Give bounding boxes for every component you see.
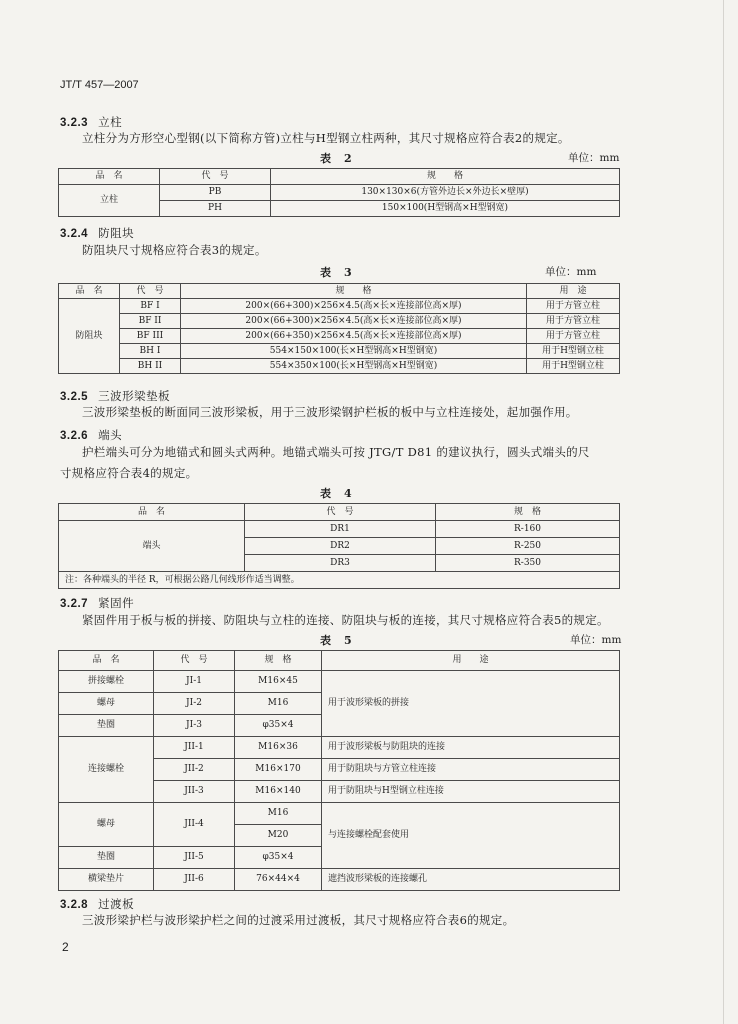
spec-cell: R-350 [436, 555, 620, 572]
use-cell: 用于波形梁板的拼接 [322, 671, 620, 737]
product-cell: 立柱 [59, 185, 160, 217]
code-cell: DR1 [245, 521, 436, 538]
table-row [59, 185, 620, 201]
table-row [59, 299, 620, 314]
spec-cell: φ35×4 [235, 715, 322, 737]
header-cell: 规 格 [271, 169, 620, 185]
code-cell: JII-6 [154, 869, 235, 891]
section-3-2-8-paragraph: 三波形梁护栏与波形梁护栏之间的过渡采用过渡板，其尺寸规格应符合表6的规定。 [82, 913, 515, 927]
header-cell: 代 号 [245, 504, 436, 521]
code-cell: BF II [120, 314, 181, 329]
table-row [59, 344, 620, 359]
code-cell: JII-3 [154, 781, 235, 803]
table-row [59, 359, 620, 374]
section-3-2-4-paragraph: 防阻块尺寸规格应符合表3的规定。 [82, 243, 267, 257]
use-cell: 遮挡波形梁板的连接螺孔 [322, 869, 620, 891]
section-number: 3.2.7 [60, 598, 89, 610]
spec-cell: M20 [235, 825, 322, 847]
name-cell: 垫圈 [59, 715, 154, 737]
section-number: 3.2.3 [60, 117, 89, 129]
spec-cell: M16 [235, 693, 322, 715]
spec-cell: 200×(66+350)×256×4.5(高×长×连接部位高×厚) [181, 329, 527, 344]
table-note: 注：各种端头的半径 R，可根据公路几何线形作适当调整。 [59, 572, 620, 589]
page-fold-line [723, 0, 724, 1024]
spec-cell: 130×130×6(方管外边长×外边长×壁厚) [271, 185, 620, 201]
code-cell: DR2 [245, 538, 436, 555]
section-3-2-5-paragraph: 三波形梁垫板的断面同三波形梁板，用于三波形梁钢护栏板的板中与立柱连接处，起加强作用。 [82, 405, 578, 419]
use-cell: 用于方管立柱 [527, 314, 620, 329]
table-2-caption: 表 2 [320, 152, 353, 165]
code-cell: DR3 [245, 555, 436, 572]
header-cell: 规 格 [235, 651, 322, 671]
section-3-2-6-paragraph-line-1: 护栏端头可分为地锚式和圆头式两种。地锚式端头可按 JTG/T D81 的建议执行，圆头式端头的尺 [82, 445, 590, 459]
table-row [59, 329, 620, 344]
table-5-unit: 单位：mm [570, 634, 622, 646]
spec-cell: R-160 [436, 521, 620, 538]
name-cell: 连接螺栓 [59, 737, 154, 803]
use-cell: 用于防阻块与H型钢立柱连接 [322, 781, 620, 803]
section-title: 过渡板 [98, 897, 135, 911]
code-cell: PB [160, 185, 271, 201]
use-cell: 与连接螺栓配套使用 [322, 803, 620, 869]
section-title: 紧固件 [98, 596, 135, 610]
table-row [59, 521, 620, 538]
name-cell: 拼接螺栓 [59, 671, 154, 693]
spec-cell: 76×44×4 [235, 869, 322, 891]
use-cell: 用于H型钢立柱 [527, 359, 620, 374]
section-title: 防阻块 [98, 226, 135, 240]
table-3-unit: 单位：mm [545, 266, 597, 278]
section-3-2-7-paragraph: 紧固件用于板与板的拼接、防阻块与立柱的连接、防阻块与板的连接，其尺寸规格应符合表5的规定。 [82, 613, 609, 627]
spec-cell: φ35×4 [235, 847, 322, 869]
code-cell: BH I [120, 344, 181, 359]
table-row [59, 737, 620, 759]
code-cell: JI-3 [154, 715, 235, 737]
spec-cell: 554×150×100(长×H型钢高×H型钢宽) [181, 344, 527, 359]
table-3-caption: 表 3 [320, 266, 353, 279]
section-number: 3.2.4 [60, 228, 89, 240]
section-3-2-6-heading [60, 427, 122, 443]
code-cell: BF III [120, 329, 181, 344]
use-cell: 用于波形梁板与防阻块的连接 [322, 737, 620, 759]
code-cell: JII-4 [154, 803, 235, 847]
code-cell: JII-5 [154, 847, 235, 869]
code-cell: PH [160, 201, 271, 217]
code-cell: JI-2 [154, 693, 235, 715]
product-cell: 端头 [59, 521, 245, 572]
use-cell: 用于方管立柱 [527, 329, 620, 344]
table-2 [58, 168, 620, 217]
code-cell: JII-2 [154, 759, 235, 781]
table-3 [58, 283, 620, 374]
spec-cell: 150×100(H型钢高×H型钢宽) [271, 201, 620, 217]
spec-cell: R-250 [436, 538, 620, 555]
name-cell: 横梁垫片 [59, 869, 154, 891]
use-cell: 用于方管立柱 [527, 299, 620, 314]
table-4 [58, 503, 620, 589]
header-cell: 品 名 [59, 284, 120, 299]
spec-cell: 200×(66+300)×256×4.5(高×长×连接部位高×厚) [181, 299, 527, 314]
section-title: 立柱 [98, 115, 123, 129]
product-cell: 防阻块 [59, 299, 120, 374]
table-2-unit: 单位：mm [568, 152, 620, 164]
code-cell: JII-1 [154, 737, 235, 759]
code-cell: BF I [120, 299, 181, 314]
name-cell: 螺母 [59, 693, 154, 715]
table-5-caption: 表 5 [320, 634, 353, 647]
table-5 [58, 650, 620, 891]
spec-cell: M16×36 [235, 737, 322, 759]
code-cell: BH II [120, 359, 181, 374]
section-title: 端头 [98, 428, 123, 442]
header-cell: 代 号 [120, 284, 181, 299]
header-cell: 用 途 [322, 651, 620, 671]
section-3-2-7-heading [60, 595, 134, 611]
section-3-2-4-heading [60, 225, 134, 241]
spec-cell: M16×45 [235, 671, 322, 693]
header-cell: 代 号 [160, 169, 271, 185]
name-cell: 螺母 [59, 803, 154, 847]
spec-cell: 554×350×100(长×H型钢高×H型钢宽) [181, 359, 527, 374]
table-4-caption: 表 4 [320, 487, 353, 500]
section-3-2-3-paragraph: 立柱分为方形空心型钢(以下简称方管)立柱与H型钢立柱两种，其尺寸规格应符合表2的规定。 [82, 131, 570, 145]
code-cell: JI-1 [154, 671, 235, 693]
table-row [59, 869, 620, 891]
header-cell: 品 名 [59, 651, 154, 671]
header-cell: 品 名 [59, 169, 160, 185]
spec-cell: M16 [235, 803, 322, 825]
section-number: 3.2.8 [60, 899, 89, 911]
table-row [59, 671, 620, 693]
use-cell: 用于防阻块与方管立柱连接 [322, 759, 620, 781]
spec-cell: M16×170 [235, 759, 322, 781]
header-cell: 品 名 [59, 504, 245, 521]
section-number: 3.2.5 [60, 391, 89, 403]
header-cell: 代 号 [154, 651, 235, 671]
name-cell: 垫圈 [59, 847, 154, 869]
header-cell: 用 途 [527, 284, 620, 299]
table-row [59, 803, 620, 825]
section-number: 3.2.6 [60, 430, 89, 442]
spec-cell: 200×(66+300)×256×4.5(高×长×连接部位高×厚) [181, 314, 527, 329]
section-3-2-6-paragraph-line-2: 寸规格应符合表4的规定。 [60, 466, 198, 480]
use-cell: 用于H型钢立柱 [527, 344, 620, 359]
header-cell: 规 格 [181, 284, 527, 299]
spec-cell: M16×140 [235, 781, 322, 803]
standard-code: JT/T 457—2007 [60, 79, 139, 91]
table-row [59, 314, 620, 329]
header-cell: 规 格 [436, 504, 620, 521]
page-number: 2 [62, 940, 69, 954]
section-title: 三波形梁垫板 [98, 389, 171, 403]
